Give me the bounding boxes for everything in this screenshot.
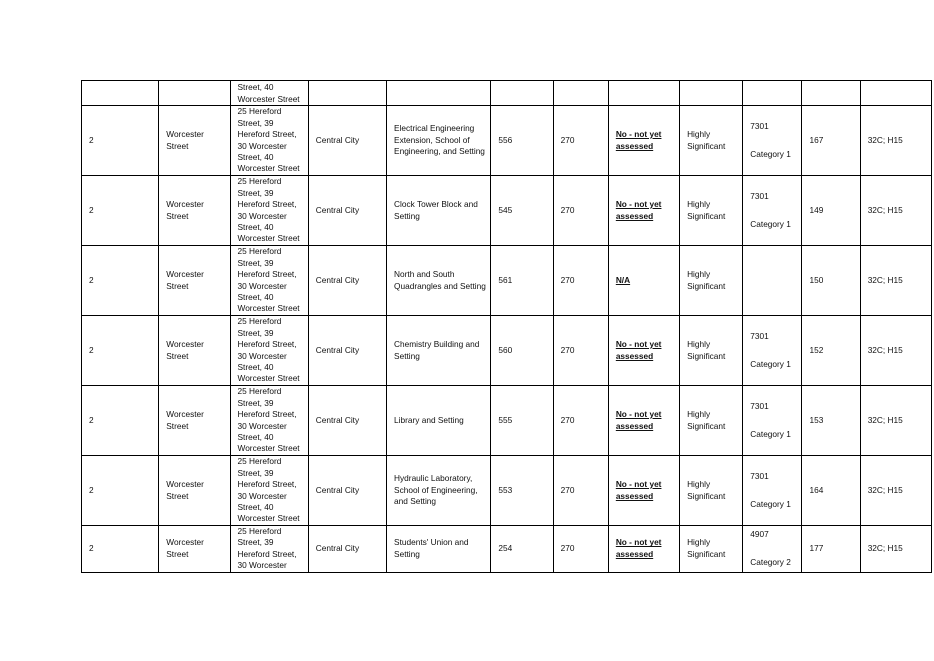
table-row [82,456,932,526]
street-cell: Worcester Street [159,176,230,246]
zone-cell: 32C; H15 [860,176,931,246]
table-row [82,316,932,386]
assessed-cell [608,456,679,526]
num1-cell: 560 [491,316,553,386]
num3-cell: 152 [802,316,860,386]
name-cell: Hydraulic Laboratory, School of Engineering, and Setting [387,456,491,526]
area-cell: Central City [308,316,386,386]
assessed-link[interactable]: No - not yet assessed [615,199,662,221]
registration-cell [743,246,802,316]
reg-category: Category 1 [750,148,791,159]
assessed-link[interactable]: No - not yet assessed [615,129,662,151]
name-cell: Electrical Engineering Extension, School of Engineering, and Setting [387,106,491,176]
area-cell: Central City [308,526,386,573]
num2-cell: 270 [553,106,608,176]
address-cell: 25 Hereford Street, 39 Hereford Street, 30 Worcester Street, 40 Worcester Street [230,456,308,526]
table-row [82,106,932,176]
address-cell: 25 Hereford Street, 39 Hereford Street, 30 Worcester Street, 40 Worcester Street [230,316,308,386]
col1-cell: 2 [82,176,159,246]
assessed-link[interactable]: No - not yet assessed [615,537,662,559]
num2-cell: 270 [553,246,608,316]
significance-cell: Highly Significant [680,176,743,246]
table-body [82,81,932,573]
address-cell: 25 Hereford Street, 39 Hereford Street, 30 Worcester Street, 40 Worcester Street [230,106,308,176]
reg-category: Category 2 [750,556,791,567]
num1-cell: 556 [491,106,553,176]
address-cell: 25 Hereford Street, 39 Hereford Street, 30 Worcester [230,526,308,573]
assessed-cell [608,106,679,176]
num3-cell: 153 [802,386,860,456]
reg-number: 7301 [750,331,769,341]
registration-cell [743,456,802,526]
reg-number: 7301 [750,471,769,481]
table-row [82,526,932,573]
registration-cell [743,106,802,176]
col1-cell: 2 [82,386,159,456]
street-cell: Worcester Street [159,106,230,176]
area-cell: Central City [308,106,386,176]
zone-cell: 32C; H15 [860,526,931,573]
registration-cell [743,386,802,456]
street-cell: Worcester Street [159,386,230,456]
zone-cell: 32C; H15 [860,456,931,526]
address-cell: 25 Hereford Street, 39 Hereford Street, 30 Worcester Street, 40 Worcester Street [230,386,308,456]
num3-cell: 167 [802,106,860,176]
area-cell: Central City [308,176,386,246]
registration-cell [743,526,802,573]
reg-category: Category 1 [750,218,791,229]
assessed-cell [608,176,679,246]
col1-cell: 2 [82,526,159,573]
address-cell: Street, 40 Worcester Street [230,81,308,106]
num3-cell: 177 [802,526,860,573]
num1-cell: 254 [491,526,553,573]
num3-cell: 150 [802,246,860,316]
name-cell: Clock Tower Block and Setting [387,176,491,246]
area-cell: Central City [308,246,386,316]
name-cell: North and South Quadrangles and Setting [387,246,491,316]
num2-cell: 270 [553,456,608,526]
col1-cell: 2 [82,316,159,386]
zone-cell: 32C; H15 [860,246,931,316]
reg-number: 7301 [750,121,769,131]
significance-cell: Highly Significant [680,456,743,526]
num2-cell: 270 [553,526,608,573]
reg-number: 7301 [750,191,769,201]
registration-cell [743,176,802,246]
area-cell: Central City [308,456,386,526]
num1-cell: 545 [491,176,553,246]
num3-cell: 164 [802,456,860,526]
address-cell: 25 Hereford Street, 39 Hereford Street, 30 Worcester Street, 40 Worcester Street [230,246,308,316]
table-row-partial [82,81,932,106]
reg-number: 4907 [750,529,769,540]
significance-cell: Highly Significant [680,526,743,573]
reg-number: 7301 [750,401,769,411]
assessed-cell [608,246,679,316]
assessed-cell [608,526,679,573]
zone-cell: 32C; H15 [860,386,931,456]
area-cell: Central City [308,386,386,456]
assessed-link[interactable]: No - not yet assessed [615,479,662,501]
assessed-link[interactable]: No - not yet assessed [615,409,662,431]
table-row [82,386,932,456]
assessed-link[interactable]: No - not yet assessed [615,339,662,361]
significance-cell: Highly Significant [680,386,743,456]
table-row [82,246,932,316]
address-cell: 25 Hereford Street, 39 Hereford Street, 30 Worcester Street, 40 Worcester Street [230,176,308,246]
num1-cell: 555 [491,386,553,456]
heritage-table [81,80,932,573]
assessed-cell [608,386,679,456]
street-cell: Worcester Street [159,246,230,316]
zone-cell: 32C; H15 [860,316,931,386]
col1-cell: 2 [82,246,159,316]
num3-cell: 149 [802,176,860,246]
table-row [82,176,932,246]
registration-cell [743,316,802,386]
assessed-cell [608,316,679,386]
num1-cell: 561 [491,246,553,316]
name-cell: Library and Setting [387,386,491,456]
street-cell: Worcester Street [159,456,230,526]
reg-category: Category 1 [750,498,791,509]
col1-cell: 2 [82,106,159,176]
name-cell: Chemistry Building and Setting [387,316,491,386]
street-cell: Worcester Street [159,526,230,573]
num2-cell: 270 [553,386,608,456]
num2-cell: 270 [553,176,608,246]
zone-cell: 32C; H15 [860,106,931,176]
reg-category: Category 1 [750,428,791,439]
assessed-link[interactable]: N/A [615,274,631,285]
col1-cell: 2 [82,456,159,526]
significance-cell: Highly Significant [680,106,743,176]
reg-category: Category 1 [750,358,791,369]
significance-cell: Highly Significant [680,316,743,386]
street-cell: Worcester Street [159,316,230,386]
name-cell: Students' Union and Setting [387,526,491,573]
num1-cell: 553 [491,456,553,526]
significance-cell: Highly Significant [680,246,743,316]
num2-cell: 270 [553,316,608,386]
